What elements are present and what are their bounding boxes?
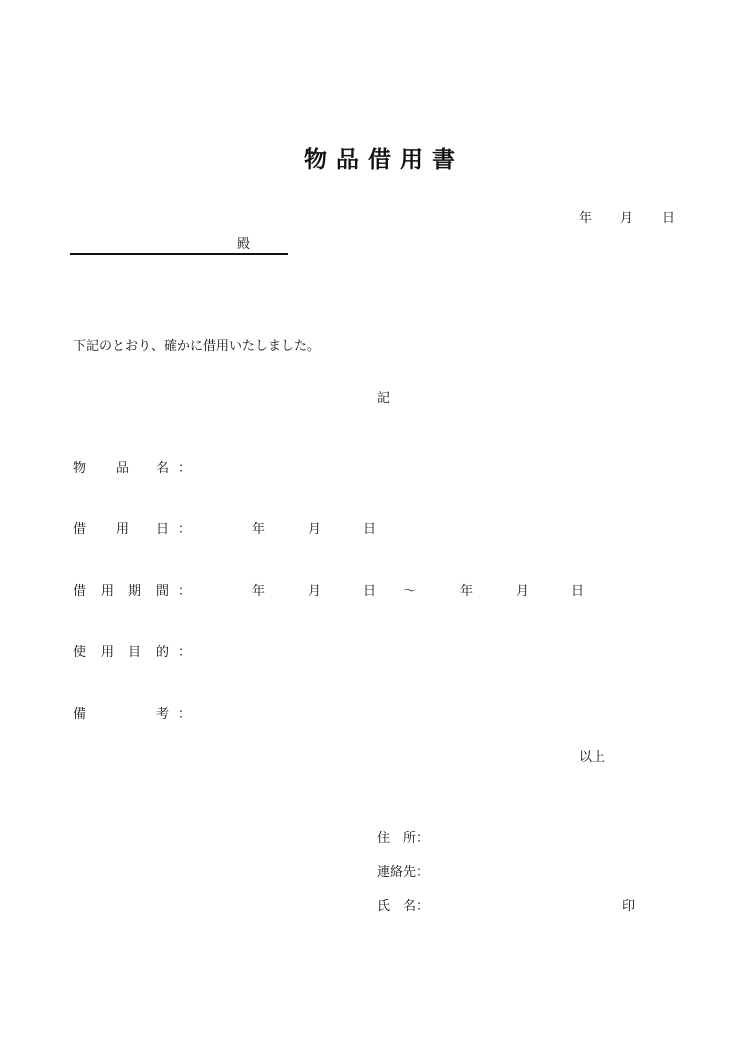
remarks-colon: ： bbox=[178, 707, 192, 722]
remarks-label-char: 考 bbox=[156, 707, 170, 722]
addressee-underline bbox=[70, 253, 288, 255]
seal-label: 印 bbox=[622, 899, 636, 914]
purpose-label-char: 用 bbox=[101, 645, 115, 660]
borrow-date-colon: ： bbox=[178, 522, 192, 537]
purpose-colon: ： bbox=[178, 645, 192, 660]
purpose-label-char: 目 bbox=[128, 645, 142, 660]
signature-address-label: 住 所： bbox=[377, 831, 430, 846]
ki-heading: 記 bbox=[377, 391, 391, 406]
item-name-label-char: 品 bbox=[116, 461, 130, 476]
borrow-period-label-char: 間 bbox=[156, 584, 170, 599]
period-to-year: 年 bbox=[460, 584, 474, 599]
period-from-month: 月 bbox=[308, 584, 322, 599]
borrow-period-label-char: 期 bbox=[128, 584, 142, 599]
borrow-date-label-char: 日 bbox=[156, 522, 170, 537]
borrow-date-label-char: 用 bbox=[116, 522, 130, 537]
borrow-date-day: 日 bbox=[363, 522, 377, 537]
borrow-date-year: 年 bbox=[252, 522, 266, 537]
borrow-period-label-char: 用 bbox=[101, 584, 115, 599]
period-from-year: 年 bbox=[252, 584, 266, 599]
purpose-label-char: 的 bbox=[156, 645, 170, 660]
item-name-label-char: 物 bbox=[73, 461, 87, 476]
remarks-label-char: 備 bbox=[73, 707, 87, 722]
item-name-colon: ： bbox=[178, 461, 192, 476]
period-to-day: 日 bbox=[571, 584, 585, 599]
document-title: 物品借用書 bbox=[304, 147, 464, 173]
signature-contact-label: 連絡先： bbox=[377, 865, 430, 880]
borrow-date-label-char: 借 bbox=[73, 522, 87, 537]
purpose-label-char: 使 bbox=[73, 645, 87, 660]
borrow-date-month: 月 bbox=[308, 522, 322, 537]
intro-text: 下記のとおり、確かに借用いたしました。 bbox=[73, 339, 321, 354]
item-name-label-char: 名 bbox=[156, 461, 170, 476]
period-to-month: 月 bbox=[516, 584, 530, 599]
borrow-period-label-char: 借 bbox=[73, 584, 87, 599]
closing-text: 以上 bbox=[579, 750, 606, 765]
addressee-suffix: 殿 bbox=[237, 237, 251, 252]
period-tilde: 〜 bbox=[403, 584, 417, 599]
signature-name-label: 氏 名： bbox=[377, 899, 430, 914]
period-from-day: 日 bbox=[363, 584, 377, 599]
date-day-label: 日 bbox=[662, 211, 676, 226]
date-month-label: 月 bbox=[620, 211, 634, 226]
borrow-period-colon: ： bbox=[178, 584, 192, 599]
date-year-label: 年 bbox=[579, 211, 593, 226]
